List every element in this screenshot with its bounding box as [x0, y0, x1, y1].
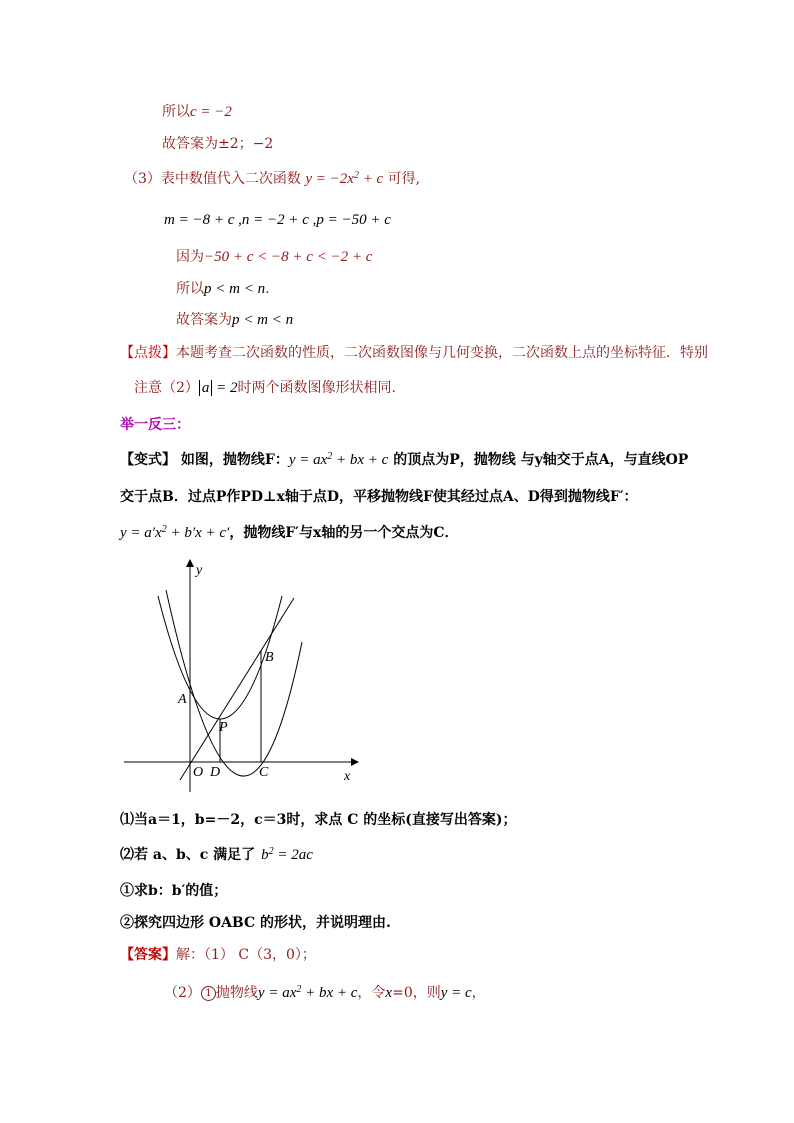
section-title: 举一反三：	[120, 417, 190, 433]
variant-text: 如图，抛物线F：	[176, 452, 289, 468]
line-prefix: 因为	[176, 249, 204, 265]
label-D: D	[210, 765, 221, 780]
label-C: C	[259, 765, 269, 780]
hint-text: 本题考查二次函数的性质，二次函数图像与几何变换，二次函数上点的坐标特征．特别	[176, 345, 708, 361]
question-2-part2: ②探究四边形 OABC 的形状，并说明理由.	[120, 915, 391, 931]
parabola-figure	[110, 552, 370, 802]
math-term: −2 + c	[330, 249, 373, 265]
variant-text: 的顶点为P，抛物线 与y轴交于点A，与直线OP	[388, 452, 689, 468]
quadratic-expression: $y = -2x^2 + c$	[305, 170, 384, 187]
answer-text: 解：（1） C（3，0）；	[176, 947, 316, 963]
translated-parabola-equation: $y = a'x^2 + b'x + c'$	[120, 524, 230, 541]
less-than-sign: <	[253, 249, 272, 265]
line-prefix: 所以	[162, 104, 190, 120]
answer-value: ±2；−2	[218, 136, 274, 152]
answer-text: =0，则	[392, 985, 441, 1001]
circled-number: 1	[201, 986, 216, 1001]
answer-part2	[164, 984, 486, 1002]
abs-value: a	[199, 380, 213, 396]
hint-prefix: 注意（2）	[134, 380, 199, 396]
question-text: ⑵若 a、b、c 满足了	[120, 847, 256, 863]
line-suffix: .	[265, 281, 270, 297]
hint-paragraph	[120, 344, 708, 362]
variant-problem-line3	[120, 524, 458, 542]
label-x: x	[344, 769, 351, 784]
solution-part3-intro	[124, 170, 420, 188]
line-OP	[180, 598, 294, 780]
hint-paragraph-line2	[134, 379, 396, 397]
answer-paragraph	[120, 946, 316, 964]
parabola-F	[158, 596, 282, 719]
line-prefix: 所以	[176, 281, 204, 297]
math-expression: c = −2	[190, 104, 232, 120]
line-suffix: 可得,	[387, 171, 421, 187]
math-term: −50 + c	[204, 249, 254, 265]
answer-line-3	[176, 311, 293, 329]
parabola-equation: $y = ax^2$ + bx + c	[288, 451, 389, 468]
label-B: B	[265, 650, 274, 665]
variant-text: ，抛物线F′与x轴的另一个交点为C．	[229, 525, 459, 541]
math-variable: x	[385, 985, 393, 1001]
answer-text: 抛物线	[215, 985, 258, 1001]
math-expression: m = −8 + c ,n = −2 + c ,p = −50 + c	[164, 212, 391, 228]
variant-problem-line1	[120, 451, 688, 469]
hint-tag: 【点拨】	[120, 345, 176, 361]
label-O: O	[193, 765, 204, 780]
answer-prefix: （2）	[164, 985, 201, 1001]
less-than-sign: <	[312, 249, 331, 265]
answer-line-c	[162, 135, 273, 153]
math-expression: p < m < n	[204, 281, 266, 297]
label-y: y	[196, 563, 203, 578]
answer-tag: 【答案】	[120, 947, 176, 963]
answer-text: ，	[471, 985, 486, 1001]
math-expression: p < m < n	[232, 312, 294, 328]
solution-line-c	[162, 103, 232, 121]
question-2-part1: ①求b：b′的值；	[120, 883, 228, 899]
variant-tag: 【变式】	[120, 452, 176, 468]
line-prefix: 故答案为	[176, 312, 232, 328]
math-expression: y = c	[440, 985, 472, 1001]
variant-problem-line2: 交于点B．过点P作PD⊥x轴于点D，平移抛物线F使其经过点A、D得到抛物线F′：	[120, 489, 638, 505]
answer-text: ，令	[357, 985, 386, 1001]
parabola-equation: $y = ax^2$ + bx + c	[257, 984, 358, 1001]
substitution-line	[164, 211, 391, 229]
condition-equation: $b^2 = 2ac$	[261, 846, 313, 863]
question-2	[120, 846, 313, 864]
line-prefix: （3）表中数值代入二次函数	[124, 171, 301, 187]
math-term: −8 + c	[271, 249, 313, 265]
conclusion-line	[176, 280, 270, 298]
hint-suffix: 时两个函数图像形状相同.	[237, 380, 396, 396]
label-A: A	[178, 692, 187, 707]
math-expression: = 2	[212, 380, 238, 396]
line-prefix: 故答案为	[162, 136, 218, 152]
comparison-line	[176, 248, 372, 266]
label-P: P	[219, 720, 228, 735]
question-1: ⑴当a＝1，b=－2，c＝3时，求点 C 的坐标(直接写出答案)；	[120, 812, 517, 828]
